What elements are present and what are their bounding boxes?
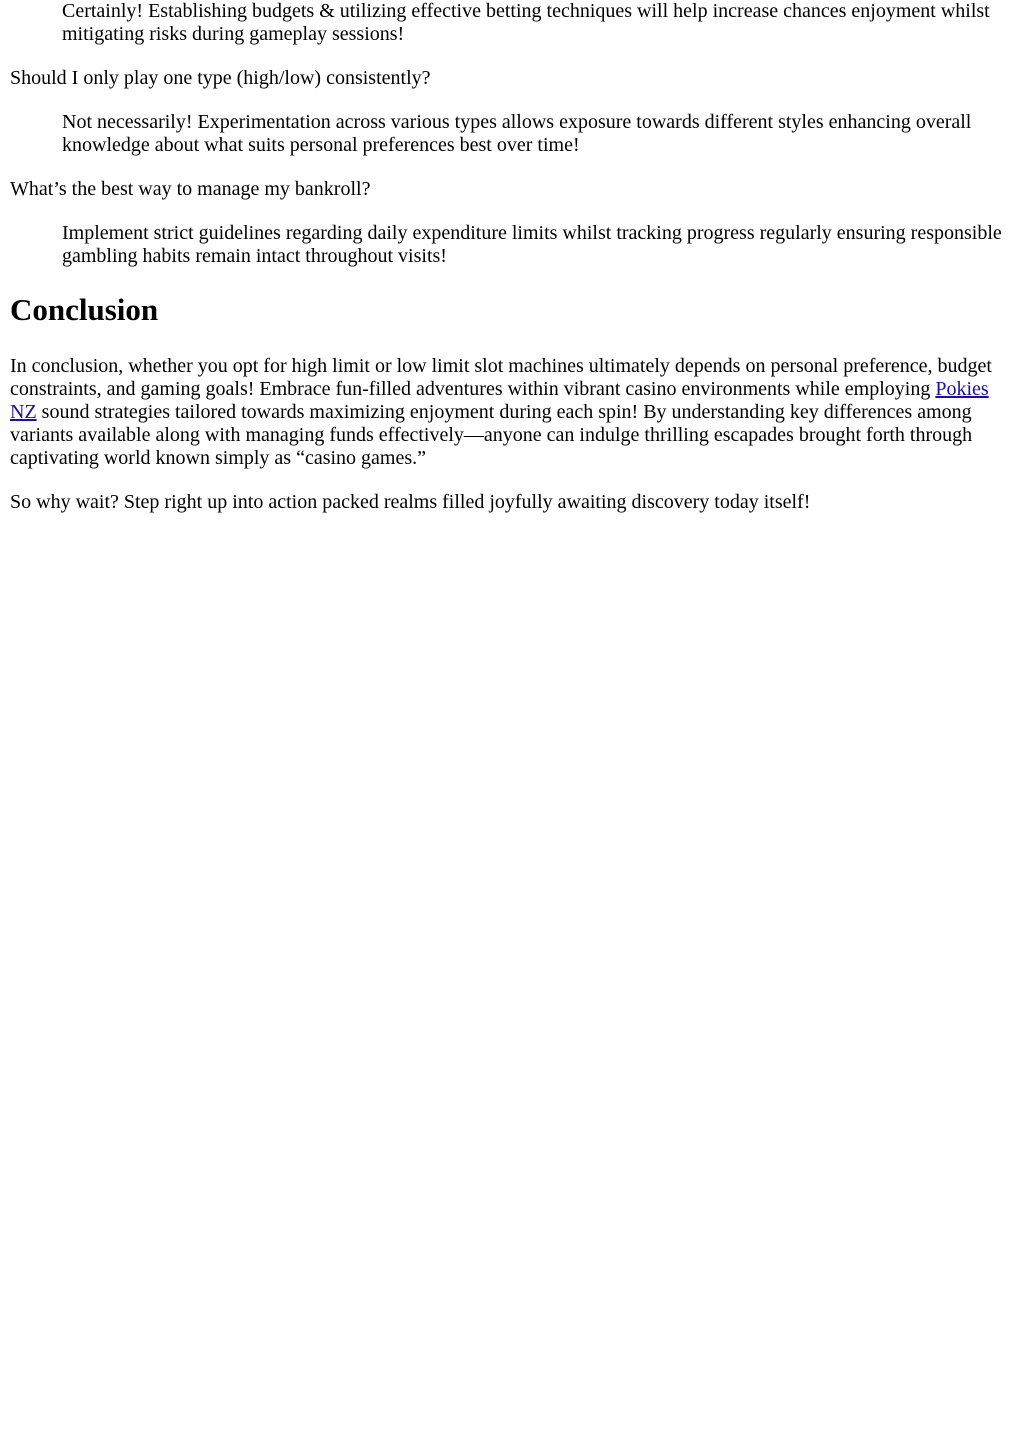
faq-answer-3: Implement strict guidelines regarding daily expenditure limits whilst tracking progress regularly ensuring responsible gambling habits remain intact throughout visits! — [62, 222, 1002, 267]
conclusion-paragraph — [10, 355, 1016, 470]
faq-question-3: What’s the best way to manage my bankroll? — [10, 178, 371, 200]
conclusion-heading: Conclusion — [10, 292, 159, 327]
pokies-nz-link[interactable]: Pokies NZ — [10, 378, 989, 423]
conclusion-text-before-link: In conclusion, whether you opt for high limit or low limit slot machines ultimately depends on personal preference, budget constraints, and gaming goals! Embrace fun-filled adventures within vibrant casino environments while employing — [10, 355, 992, 400]
closing-paragraph: So why wait? Step right up into action packed realms filled joyfully awaiting discovery today itself! — [10, 491, 811, 513]
conclusion-text-after-link: sound strategies tailored towards maximizing enjoyment during each spin! By understanding key differences among variants available along with managing funds effectively—anyone can indulge thrilling escapades brought forth through captivating world known simply as “casino games.” — [10, 401, 973, 469]
faq-question-2: Should I only play one type (high/low) consistently? — [10, 67, 431, 89]
faq-answer-1: Certainly! Establishing budgets & utilizing effective betting techniques will help increase chances enjoyment whilst mitigating risks during gameplay sessions! — [62, 0, 990, 45]
faq-answer-2: Not necessarily! Experimentation across various types allows exposure towards different styles enhancing overall knowledge about what suits personal preferences best over time! — [62, 111, 972, 156]
